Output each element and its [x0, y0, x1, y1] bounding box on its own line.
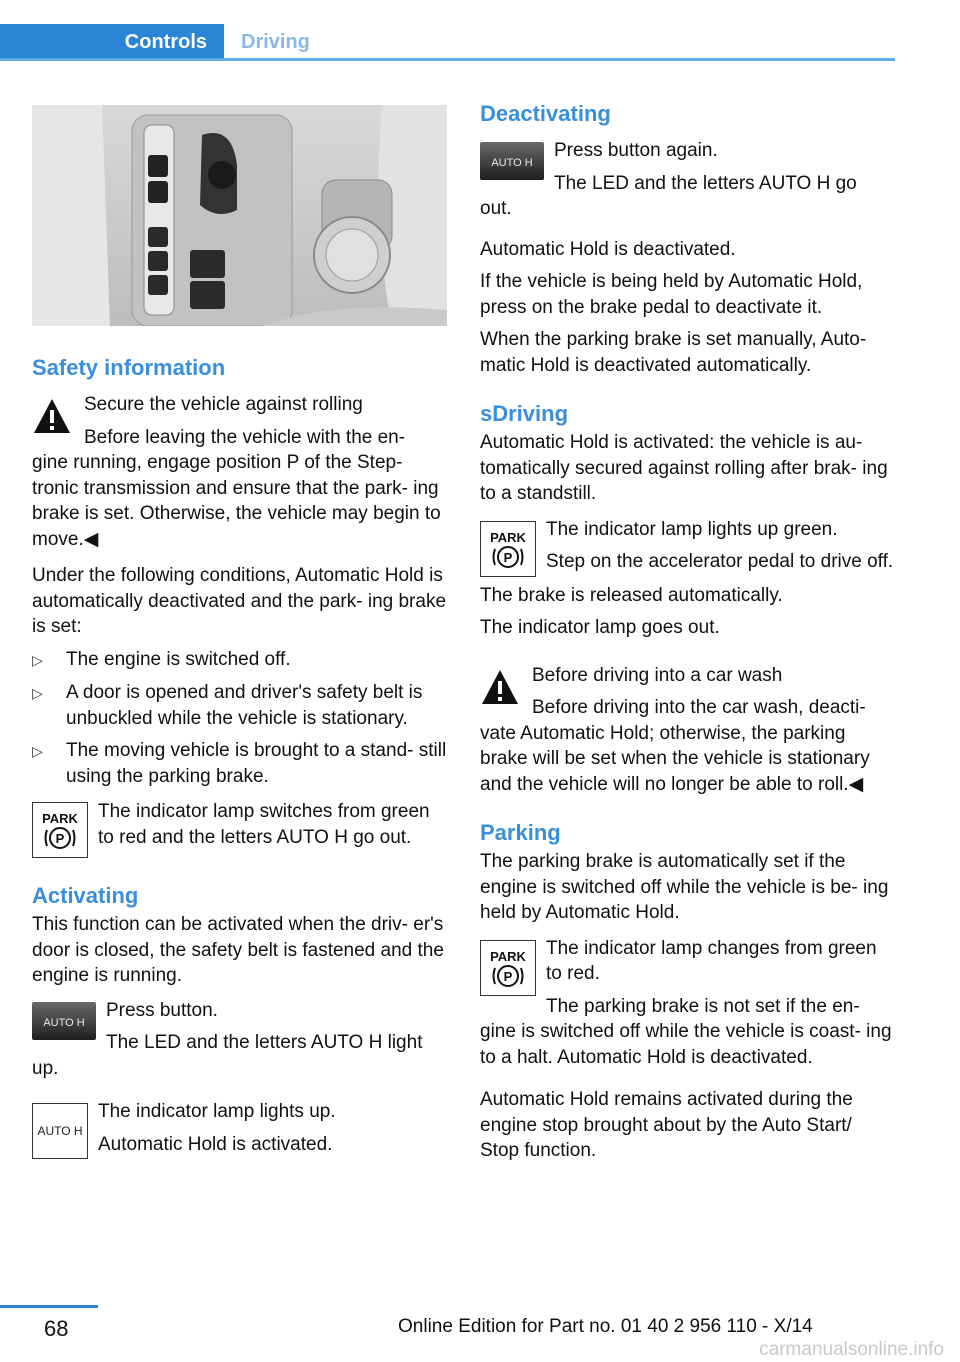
left-column — [32, 105, 448, 1159]
warning-triangle-icon — [480, 667, 520, 707]
autoh-indicator-icon — [32, 1103, 88, 1159]
autoh-button-icon — [480, 142, 544, 180]
indicator-out-text: The indicator lamp goes out. — [480, 617, 720, 638]
list-item — [32, 738, 448, 789]
autoh-button-block-2 — [480, 138, 896, 222]
led-out-text-line1: The LED and the letters AUTO H go — [554, 172, 857, 194]
indicator-lights-up-text: The indicator lamp lights up. — [98, 1101, 336, 1122]
warning-triangle-icon — [32, 396, 72, 436]
warning-rolling-body: gine running, engage position P of the Step‐ tronic transmission and ensure that the park‐ ing brake is set. Otherwise, the vehicle may begin to move.◀ — [32, 452, 441, 550]
park-symbol: P — [503, 968, 513, 984]
park-indicator-text: The indicator lamp switches from green to red and the letters AUTO H go out. — [98, 801, 430, 848]
park-indicator-block-3 — [480, 936, 896, 1071]
tab-driving[interactable] — [241, 24, 310, 61]
autoh-button-label: AUTO H — [43, 1016, 85, 1029]
list-item-text: A door is opened and driver's safety belt is unbuckled while the vehicle is stationary. — [66, 682, 423, 729]
park-indicator-icon — [480, 521, 536, 577]
led-light-text-line1: The LED and the letters AUTO H light — [106, 1032, 423, 1053]
indicator-green-text: The indicator lamp lights up green. — [546, 518, 838, 540]
led-light-text-line2: up. — [32, 1057, 59, 1079]
ah-deactivated-text: Automatic Hold is deactivated. — [480, 238, 736, 260]
autoh-indicator-label: AUTO H — [37, 1124, 83, 1138]
paragraph-manual: When the parking brake is set manually, Auto‐ matic Hold is deactivated automatically. — [480, 329, 867, 376]
edition-note: Online Edition for Part no. 01 40 2 956 110 - X/14 — [398, 1316, 813, 1337]
park-indicator-icon — [480, 940, 536, 996]
warning-rolling-body-line1: Before leaving the vehicle with the en‐ — [84, 426, 406, 448]
heading-activating: Activating — [32, 883, 139, 908]
autoh-indicator-block — [32, 1099, 448, 1159]
warning-car-wash-body: vate Automatic Hold; otherwise, the parking brake will be set when the vehicle is stationary and the vehicle will no longer be able to roll.◀ — [480, 722, 870, 795]
list-item — [32, 647, 448, 674]
park-label: PARK — [490, 948, 526, 964]
heading-deactivating: Deactivating — [480, 101, 611, 126]
page-number: 68 — [44, 1316, 69, 1341]
tab-driving-label: Driving — [241, 31, 310, 53]
paragraph-sdriving: Automatic Hold is activated: the vehicle is au‐ tomatically secured against rolling after brak‐ ing to a standstill. — [480, 432, 888, 504]
park-indicator-block — [32, 798, 448, 858]
heading-parking: Parking — [480, 820, 561, 845]
paragraph-held: If the vehicle is being held by Automatic Hold, press on the brake pedal to deactivate it. — [480, 271, 863, 318]
autoh-button-block — [32, 998, 448, 1082]
paragraph-parking: The parking brake is automatically set if the engine is switched off while the vehicle is be‐ ing held by Automatic Hold. — [480, 851, 889, 923]
not-set-text-line1: The parking brake is not set if the en‐ — [546, 995, 860, 1017]
list-item — [32, 680, 448, 731]
bullet-triangle-icon: ▷ — [32, 743, 43, 759]
warning-car-wash-body-line1: Before driving into the car wash, deacti‐ — [532, 697, 866, 718]
park-indicator-block-2 — [480, 517, 896, 577]
page-header — [0, 0, 960, 62]
tab-controls[interactable] — [0, 24, 224, 61]
press-again-text: Press button again. — [554, 140, 718, 161]
park-indicator-icon — [32, 802, 88, 858]
warning-car-wash-title: Before driving into a car wash — [532, 664, 783, 686]
warning-block-car-wash — [480, 663, 896, 798]
led-out-text-line2: out. — [480, 198, 512, 219]
park-symbol: P — [503, 549, 513, 565]
ah-activated-text: Automatic Hold is activated. — [98, 1133, 333, 1155]
heading-sdriving: sDriving — [480, 401, 569, 426]
conditions-list — [32, 647, 448, 790]
step-accelerator-text: Step on the accelerator pedal to drive off. — [546, 551, 894, 572]
tab-controls-label: Controls — [124, 31, 207, 53]
paragraph-activating: This function can be activated when the driv‐ er's door is closed, the safety belt is fastened and the engine is running. — [32, 914, 444, 986]
heading-safety-information: Safety information — [32, 355, 226, 380]
paragraph-remains: Automatic Hold remains activated during the engine stop brought about by the Auto Start/ Stop function. — [480, 1089, 853, 1161]
footer-rule — [0, 1305, 98, 1308]
press-button-text: Press button. — [106, 999, 218, 1021]
paragraph-conditions: Under the following conditions, Automatic Hold is automatically deactivated and the park‐ ing brake is set: — [32, 565, 447, 637]
watermark: carmanualsonline.info — [759, 1339, 944, 1360]
bullet-triangle-icon: ▷ — [32, 685, 43, 701]
park-symbol: P — [55, 831, 65, 846]
console-photo — [32, 105, 447, 326]
autoh-button-label: AUTO H — [491, 157, 533, 169]
indicator-changes-text: The indicator lamp changes from green to red. — [546, 937, 877, 984]
list-item-text: The moving vehicle is brought to a stand‐ still using the parking brake. — [66, 740, 447, 787]
list-item-text: The engine is switched off. — [66, 648, 291, 670]
park-label: PARK — [490, 529, 526, 545]
brake-released-text: The brake is released automatically. — [480, 584, 783, 606]
header-rule — [0, 58, 895, 61]
not-set-text: gine is switched off while the vehicle is coast‐ ing to a halt. Automatic Hold is deactivated. — [480, 1021, 892, 1068]
warning-rolling-title: Secure the vehicle against rolling — [84, 394, 363, 415]
warning-block-rolling — [32, 392, 448, 552]
autoh-button-icon — [32, 1002, 96, 1040]
bullet-triangle-icon: ▷ — [32, 651, 43, 668]
right-column — [480, 100, 896, 1164]
park-label: PARK — [42, 811, 78, 826]
